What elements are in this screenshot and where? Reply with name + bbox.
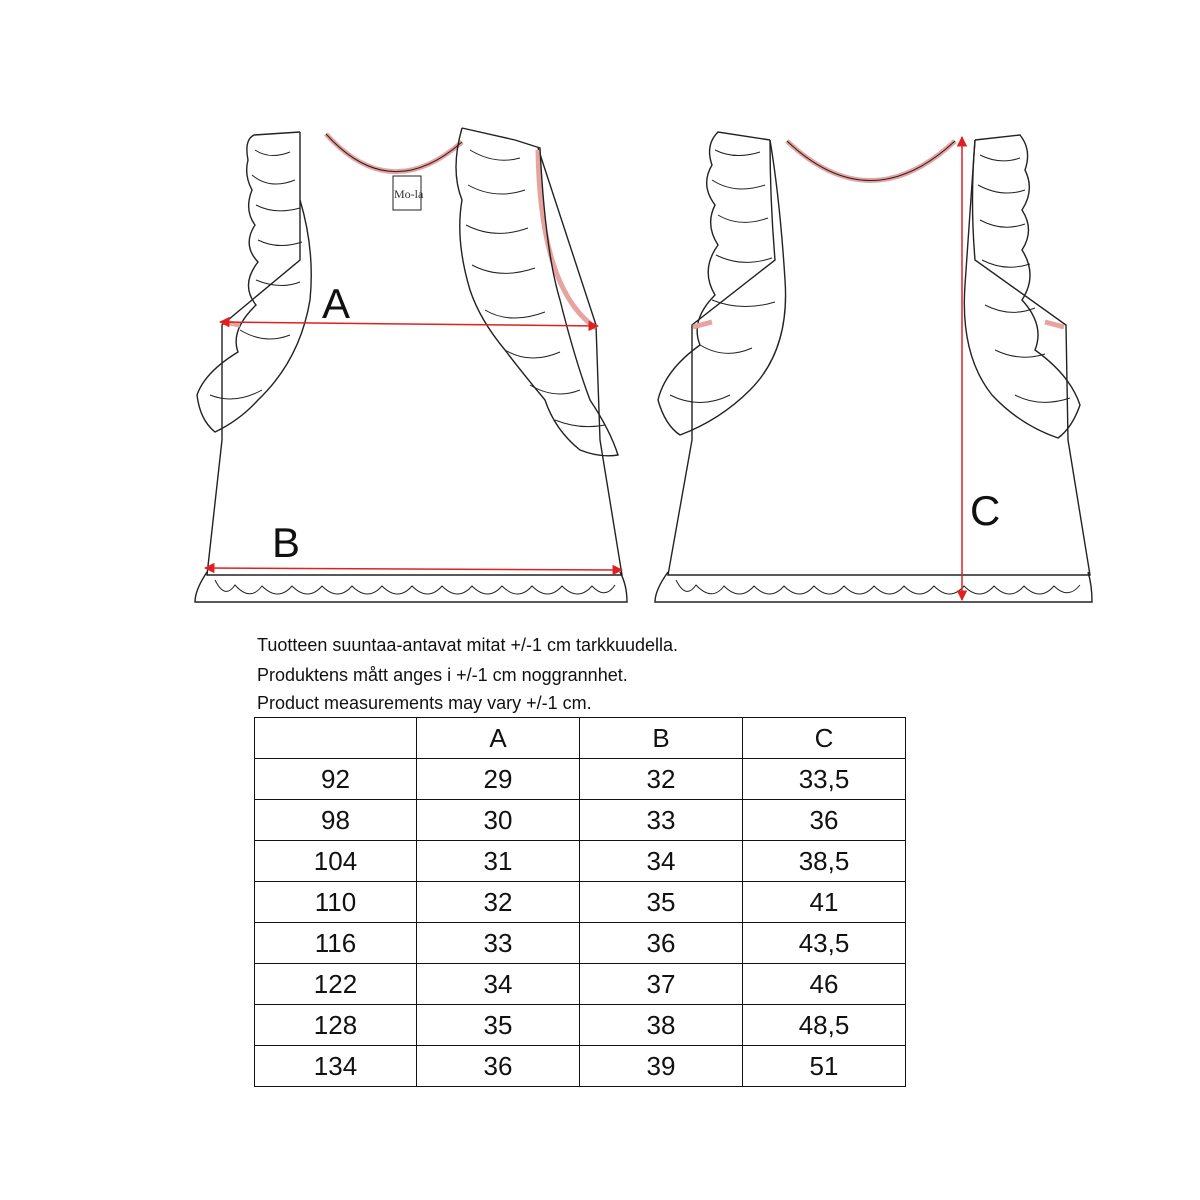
cell-b: 34: [580, 841, 743, 882]
cell-b: 33: [580, 800, 743, 841]
table-row: [255, 800, 906, 841]
cell-a: 29: [417, 759, 580, 800]
cell-size: 134: [255, 1046, 417, 1087]
cell-a: 32: [417, 882, 580, 923]
table-row: [255, 923, 906, 964]
table-row: [255, 882, 906, 923]
cell-b: 36: [580, 923, 743, 964]
table-row: [255, 759, 906, 800]
header-c: C: [743, 718, 906, 759]
table-header-row: [255, 718, 906, 759]
cell-c: 36: [743, 800, 906, 841]
measure-line-b: [205, 568, 622, 570]
back-view: [655, 132, 1092, 602]
measure-line-a: [220, 322, 598, 326]
cell-c: 38,5: [743, 841, 906, 882]
table-row: [255, 1046, 906, 1087]
size-chart-table: [254, 717, 906, 1087]
cell-c: 33,5: [743, 759, 906, 800]
cell-size: 110: [255, 882, 417, 923]
cell-size: 98: [255, 800, 417, 841]
cell-size: 104: [255, 841, 417, 882]
cell-a: 35: [417, 1005, 580, 1046]
cell-c: 43,5: [743, 923, 906, 964]
header-b: B: [580, 718, 743, 759]
cell-c: 41: [743, 882, 906, 923]
cell-size: 92: [255, 759, 417, 800]
cell-b: 39: [580, 1046, 743, 1087]
header-a: A: [417, 718, 580, 759]
cell-a: 34: [417, 964, 580, 1005]
label-a: A: [322, 280, 351, 327]
header-size: [255, 718, 417, 759]
brand-label-text: Mo-la: [394, 187, 424, 201]
cell-c: 46: [743, 964, 906, 1005]
cell-b: 35: [580, 882, 743, 923]
cell-a: 36: [417, 1046, 580, 1087]
measurement-note-swedish: Produktens mått anges i +/-1 cm noggrannhet.: [257, 665, 628, 685]
cell-a: 33: [417, 923, 580, 964]
back-right-ruffle: [964, 135, 1080, 438]
cell-size: 122: [255, 964, 417, 1005]
label-c: C: [970, 487, 1001, 534]
cell-a: 31: [417, 841, 580, 882]
measurement-note-finnish: Tuotteen suuntaa-antavat mitat +/-1 cm tarkkuudella.: [257, 635, 679, 655]
cell-b: 38: [580, 1005, 743, 1046]
label-b: B: [272, 519, 301, 566]
cell-size: 128: [255, 1005, 417, 1046]
cell-c: 51: [743, 1046, 906, 1087]
table-row: [255, 964, 906, 1005]
table-row: [255, 841, 906, 882]
cell-b: 32: [580, 759, 743, 800]
back-left-ruffle: [658, 132, 786, 435]
cell-b: 37: [580, 964, 743, 1005]
cell-size: 116: [255, 923, 417, 964]
cell-c: 48,5: [743, 1005, 906, 1046]
table-row: [255, 1005, 906, 1046]
measurement-note-english: Product measurements may vary +/-1 cm.: [257, 693, 592, 713]
cell-a: 30: [417, 800, 580, 841]
